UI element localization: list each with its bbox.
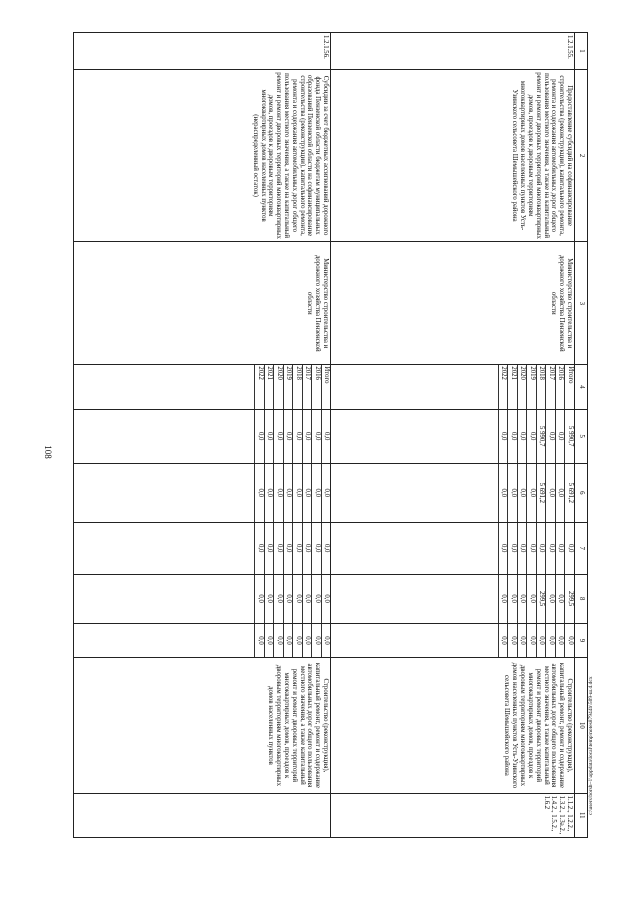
- col9-cell-value: 0,0: [517, 624, 527, 657]
- column-header: 6: [575, 463, 588, 522]
- col7-cell-value: 0,0: [555, 523, 565, 574]
- column-header: 9: [575, 623, 588, 657]
- col9-cell-value: 0,0: [498, 624, 508, 657]
- table-row: [331, 33, 575, 838]
- col7-cell-value: 0,0: [283, 523, 293, 574]
- col7-cell-value: 0,0: [264, 523, 274, 574]
- col5-cell-value: 0,0: [498, 410, 508, 463]
- col5-cell-value: 5 990,7: [536, 410, 546, 463]
- col8-cell-value: 0,0: [508, 575, 518, 623]
- year-cell-value: Итого: [321, 365, 331, 408]
- col9-cell-value: 0,0: [273, 624, 283, 657]
- col6-cell-value: 0,0: [546, 464, 556, 522]
- col5-cell-value: 0,0: [555, 410, 565, 463]
- row-number: 1.2.1.56.: [74, 33, 331, 70]
- column-header: 5: [575, 409, 588, 463]
- year-cell: [331, 365, 575, 409]
- col7-cell-value: 0,0: [321, 523, 331, 574]
- row-indicators: 1.1.2., 1.2.2., 1.3.2., 1.3а.2., 1.4.2., 1.5.2., 1.6.2: [331, 793, 575, 837]
- year-cell-value: 2018: [292, 365, 302, 408]
- header-row: [575, 33, 588, 838]
- col8-cell-value: 0,0: [283, 575, 293, 623]
- col6-cell-value: 0,0: [302, 464, 312, 522]
- col7-cell-value: 0,0: [498, 523, 508, 574]
- column-header: 7: [575, 522, 588, 574]
- col5-cell-value: 0,0: [546, 410, 556, 463]
- col7-cell-value: 0,0: [527, 523, 537, 574]
- year-cell-value: 2020: [517, 365, 527, 408]
- col5-cell: [331, 409, 575, 463]
- table-row: [74, 33, 331, 838]
- col6-cell-value: 0,0: [527, 464, 537, 522]
- year-cell-value: 2018: [536, 365, 546, 408]
- col5-cell-value: 0,0: [302, 410, 312, 463]
- year-cell-value: 2017: [302, 365, 312, 408]
- col8-cell-value: 299,5: [536, 575, 546, 623]
- col5-cell-value: 0,0: [517, 410, 527, 463]
- column-header: 1: [575, 33, 588, 70]
- col8-cell-value: 0,0: [546, 575, 556, 623]
- col9-cell: [74, 623, 331, 657]
- year-cell-value: 2016: [311, 365, 321, 408]
- col6-cell-value: 0,0: [254, 464, 264, 522]
- col9-cell-value: 0,0: [546, 624, 556, 657]
- row-result: Строительство (реконструкция), капитальный ремонт, ремонт и содержание автомобильных дорог общего пользования местного значения, а также капитальный ремонт и ремонт дворовых территорий многоквартирных домов, проездов к дворовым территориям многоквартирных домов населенных пунктов Усть-Узинского сельсовета Шемышейского района: [331, 658, 575, 793]
- col8-cell-value: 0,0: [527, 575, 537, 623]
- program-table: [73, 32, 588, 838]
- year-cell-value: 2016: [555, 365, 565, 408]
- row-executor: Министерство строительства и дорожного хозяйства Пензенской области: [331, 242, 575, 365]
- col7-cell-value: 0,0: [302, 523, 312, 574]
- year-cell-value: 2017: [546, 365, 556, 408]
- col5-cell-value: 0,0: [292, 410, 302, 463]
- col7-cell-value: 0,0: [536, 523, 546, 574]
- col9-cell-value: 0,0: [555, 624, 565, 657]
- col9-cell-value: 0,0: [527, 624, 537, 657]
- col9-cell-value: 0,0: [321, 624, 331, 657]
- page-number: 108: [43, 445, 53, 459]
- file-path-footer: c:\users\borsh~1\appdata\local\temp\notes87944b\509-ш.d.dcx: [588, 676, 594, 815]
- column-header: 11: [575, 793, 588, 837]
- col5-cell-value: 0,0: [311, 410, 321, 463]
- col5-cell-value: 0,0: [527, 410, 537, 463]
- col7-cell-value: 0,0: [546, 523, 556, 574]
- column-header: 3: [575, 242, 588, 365]
- year-cell-value: 2022: [498, 365, 508, 408]
- col9-cell-value: 0,0: [508, 624, 518, 657]
- col6-cell-value: 0,0: [264, 464, 274, 522]
- col5-cell-value: 5 990,7: [565, 410, 575, 463]
- col8-cell: [74, 574, 331, 623]
- row-number: 1.2.1.55.: [331, 33, 575, 70]
- year-cell-value: 2022: [254, 365, 264, 408]
- col6-cell-value: 0,0: [283, 464, 293, 522]
- col6-cell: [331, 463, 575, 522]
- year-cell-value: 2019: [527, 365, 537, 408]
- col8-cell-value: 0,0: [302, 575, 312, 623]
- col8-cell-value: 0,0: [555, 575, 565, 623]
- col9-cell-value: 0,0: [283, 624, 293, 657]
- col9-cell-value: 0,0: [565, 624, 575, 657]
- col5-cell-value: 0,0: [321, 410, 331, 463]
- row-indicators: [74, 793, 331, 837]
- col9-cell-value: 0,0: [292, 624, 302, 657]
- col5-cell: [74, 409, 331, 463]
- col8-cell: [331, 574, 575, 623]
- col6-cell-value: 0,0: [517, 464, 527, 522]
- row-executor: Министерство строительства и дорожного хозяйства Пензенской области: [74, 242, 331, 365]
- row-result: Строительство (реконструкция), капитальный ремонт, ремонт и содержание автомобильных дорог общего пользования местного значения, а также капитальный ремонт и ремонт дворовых территорий многоквартирных домов, проездов к дворовым территориям многоквартирных домов населенных пунктов: [74, 658, 331, 793]
- col5-cell-value: 0,0: [264, 410, 274, 463]
- year-cell-value: 2019: [283, 365, 293, 408]
- row-description: Субсидии за счет бюджетных ассигнований дорожного фонда Пензенской области бюджетам муниципальных образований Пензенской области на софинансирование строительства (реконструкции), капитального ремонта, ремонта и содержания автомобильных дорог общего пользования местного значения, а также на капитальный ремонт и ремонт дворовых территорий многоквартирных домов, проездов к дворовым территориям многоквартирных домов населенных пунктов (нераспределенный остаток): [74, 69, 331, 241]
- column-header: 8: [575, 574, 588, 623]
- col8-cell-value: 299,5: [565, 575, 575, 623]
- col6-cell-value: 0,0: [292, 464, 302, 522]
- col7-cell: [331, 522, 575, 574]
- row-description: Предоставление субсидий на софинансирование строительства (реконструкции), капитального ремонта, ремонта и содержания автомобильных дорог общего пользования местного значения, а также на капитальный ремонт и ремонт дворовых территорий многоквартирных домов, проездов к дворовым территориям многоквартирных домов населенных пунктов Усть-Узинского сельсовета Шемышейского района: [331, 69, 575, 241]
- col5-cell-value: 0,0: [273, 410, 283, 463]
- col9-cell-value: 0,0: [302, 624, 312, 657]
- col6-cell-value: 0,0: [321, 464, 331, 522]
- col6-cell: [74, 463, 331, 522]
- col8-cell-value: 0,0: [311, 575, 321, 623]
- year-cell: [74, 365, 331, 409]
- col7-cell-value: 0,0: [273, 523, 283, 574]
- year-cell-value: 2021: [264, 365, 274, 408]
- col7-cell-value: 0,0: [565, 523, 575, 574]
- col8-cell-value: 0,0: [254, 575, 264, 623]
- year-cell-value: Итого: [565, 365, 575, 408]
- col5-cell-value: 0,0: [254, 410, 264, 463]
- col7-cell-value: 0,0: [292, 523, 302, 574]
- col7-cell: [74, 522, 331, 574]
- col6-cell-value: 0,0: [555, 464, 565, 522]
- col6-cell-value: 0,0: [273, 464, 283, 522]
- year-cell-value: 2020: [273, 365, 283, 408]
- col7-cell-value: 0,0: [508, 523, 518, 574]
- col8-cell-value: 0,0: [498, 575, 508, 623]
- column-header: 4: [575, 365, 588, 409]
- col7-cell-value: 0,0: [517, 523, 527, 574]
- col9-cell-value: 0,0: [254, 624, 264, 657]
- col8-cell-value: 0,0: [273, 575, 283, 623]
- col7-cell-value: 0,0: [254, 523, 264, 574]
- col8-cell-value: 0,0: [517, 575, 527, 623]
- col5-cell-value: 0,0: [283, 410, 293, 463]
- col6-cell-value: 0,0: [508, 464, 518, 522]
- col8-cell-value: 0,0: [292, 575, 302, 623]
- col9-cell-value: 0,0: [536, 624, 546, 657]
- col8-cell-value: 0,0: [264, 575, 274, 623]
- col6-cell-value: 5 691,2: [536, 464, 546, 522]
- year-cell-value: 2021: [508, 365, 518, 408]
- col9-cell-value: 0,0: [264, 624, 274, 657]
- col9-cell: [331, 623, 575, 657]
- column-header: 10: [575, 658, 588, 793]
- col8-cell-value: 0,0: [321, 575, 331, 623]
- col6-cell-value: 0,0: [311, 464, 321, 522]
- col7-cell-value: 0,0: [311, 523, 321, 574]
- col6-cell-value: 0,0: [498, 464, 508, 522]
- document-table-rotated: [73, 32, 588, 838]
- column-header: 2: [575, 69, 588, 241]
- col6-cell-value: 5 691,2: [565, 464, 575, 522]
- col5-cell-value: 0,0: [508, 410, 518, 463]
- col9-cell-value: 0,0: [311, 624, 321, 657]
